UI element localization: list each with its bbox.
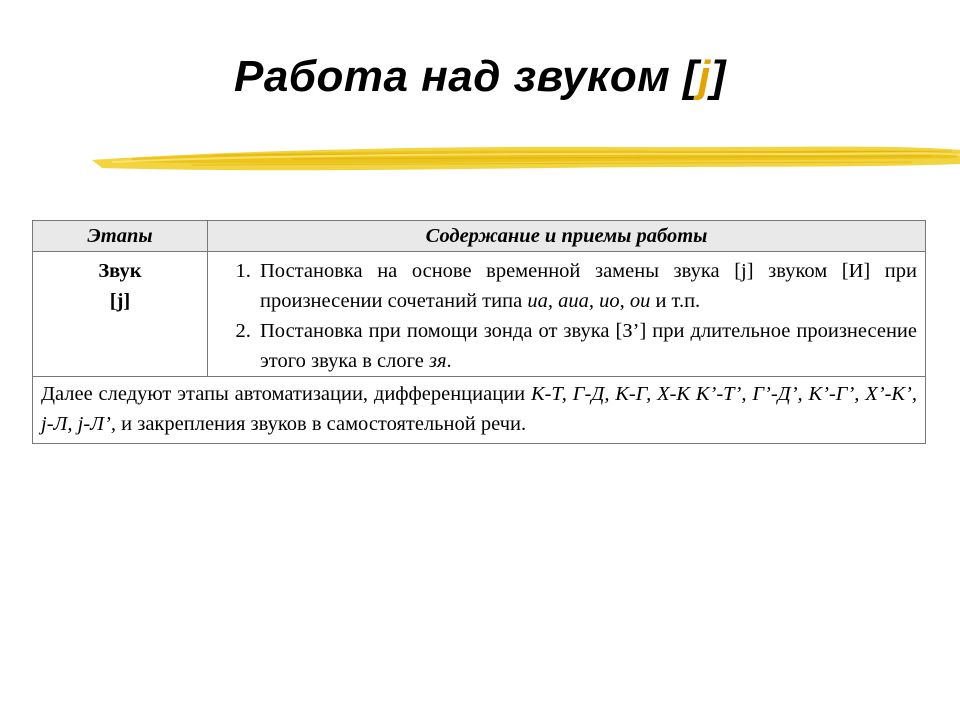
table-footer-row <box>33 377 926 444</box>
slide-title <box>0 52 960 102</box>
table-row <box>33 252 926 377</box>
stage-cell <box>33 252 208 377</box>
stage-sound: [j] <box>109 290 131 312</box>
footer-text: и закрепления звуков в самостоятельной речи. <box>116 413 527 435</box>
header-stages: Этапы <box>33 221 208 252</box>
step-text-italic: иа, аиа, ио, ои <box>527 290 651 312</box>
step-item <box>256 316 917 376</box>
footer-text-italic: К-Т, Г-Д, К-Г, Х-К К’-Т’, Г’-Д’, К’-Г’, Х’-К’, j-Л, j-Л’, <box>41 383 918 435</box>
steps-list <box>220 256 917 376</box>
footer-cell <box>33 377 926 444</box>
yellow-brush-stroke-decoration <box>92 138 960 178</box>
header-content: Содержание и приемы работы <box>208 221 926 252</box>
step-text: Постановка на основе временной замены звука [j] звуком [И] при произнесении сочетаний типа <box>260 260 917 312</box>
table-header-row <box>33 221 926 252</box>
title-accent-letter: j <box>698 52 711 101</box>
title-text: Работа над звуком [ <box>233 52 699 101</box>
stages-table <box>32 220 926 444</box>
step-text: и т.п. <box>650 290 701 312</box>
step-text-italic: зя <box>428 350 447 372</box>
content-cell <box>208 252 926 377</box>
footer-text: Далее следуют этапы автоматизации, дифференциации <box>41 383 531 405</box>
stage-label: Звук <box>98 260 142 282</box>
step-text: . <box>446 350 452 372</box>
title-close-bracket: ] <box>710 52 727 101</box>
step-text: Постановка при помощи зонда от звука [З’] при длительное произнесение этого звука в слоге <box>260 320 917 372</box>
step-item <box>256 256 917 316</box>
